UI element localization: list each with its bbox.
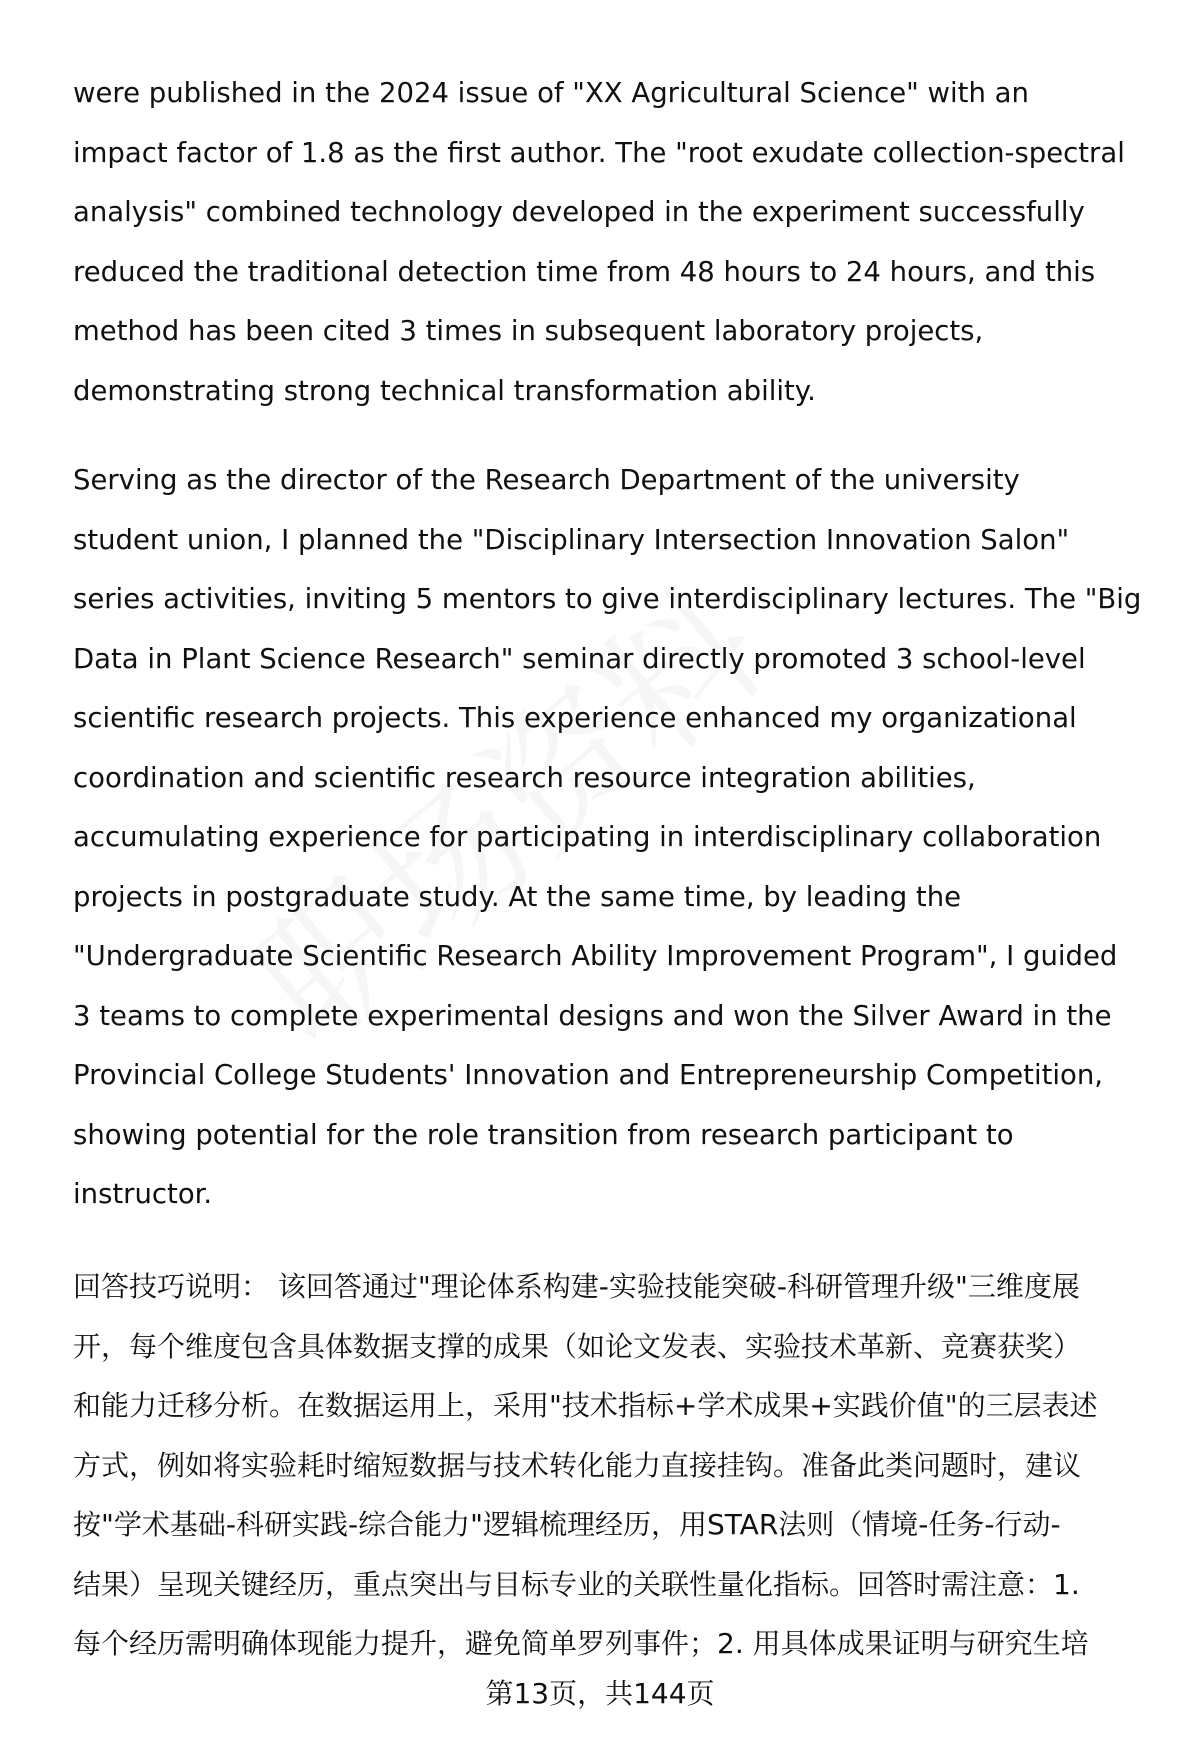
text-line: scientific research projects. This experience enhanced my organizational <box>73 702 1077 734</box>
text-line: reduced the traditional detection time from 48 hours to 24 hours, and this <box>73 255 1096 288</box>
text-line: 按"学术基础-科研实践-综合能力"逻辑梳理经历，用STAR法则（情境-任务-行动- <box>73 1508 1061 1541</box>
paragraph-publication <box>73 64 1163 421</box>
text-line: student union, I planned the "Disciplinary Intersection Innovation Salon" <box>73 523 1070 556</box>
text-line: series activities, inviting 5 mentors to give interdisciplinary lectures. The "Big <box>73 583 1142 615</box>
text-line: 结果）呈现关键经历，重点突出与目标专业的关联性量化指标。回答时需注意：1. <box>73 1567 1080 1601</box>
text-line: 开，每个维度包含具体数据支撑的成果（如论文发表、实验技术革新、竞赛获奖） <box>73 1329 1082 1363</box>
text-line: accumulating experience for participating in interdisciplinary collaboration <box>73 821 1102 853</box>
text-line: Serving as the director of the Research Department of the university <box>73 464 1020 496</box>
text-line: "Undergraduate Scientific Research Ability Improvement Program", I guided <box>73 940 1118 972</box>
text-line: 3 teams to complete experimental designs and won the Silver Award in the <box>73 999 1112 1032</box>
text-line: demonstrating strong technical transformation ability. <box>73 374 816 407</box>
text-line: instructor. <box>73 1178 213 1210</box>
text-line: impact factor of 1.8 as the first author. The "root exudate collection-spectral <box>73 136 1125 169</box>
text-line: 每个经历需明确体现能力提升，避免简单罗列事件；2. 用具体成果证明与研究生培 <box>73 1627 1089 1660</box>
text-line: Data in Plant Science Research" seminar directly promoted 3 school-level <box>73 642 1086 675</box>
text-line: coordination and scientific research resource integration abilities, <box>73 761 976 794</box>
text-line: projects in postgraduate study. At the same time, by leading the <box>73 880 962 913</box>
paragraph-student-union <box>73 451 1163 1225</box>
text-line: were published in the 2024 issue of "XX Agricultural Science" with an <box>73 77 1029 109</box>
text-line: 和能力迁移分析。在数据运用上，采用"技术指标+学术成果+实践价值"的三层表述 <box>73 1389 1098 1422</box>
text-line: 方式，例如将实验耗时缩短数据与技术转化能力直接挂钩。准备此类问题时，建议 <box>73 1448 1082 1482</box>
page-number-footer: 第13页，共144页 <box>485 1677 715 1710</box>
text-line: Provincial College Students' Innovation and Entrepreneurship Competition, <box>73 1059 1104 1091</box>
text-line: 回答技巧说明： 该回答通过"理论体系构建-实验技能突破-科研管理升级"三维度展 <box>73 1270 1080 1303</box>
text-line: method has been cited 3 times in subsequent laboratory projects, <box>73 315 984 347</box>
text-line: analysis" combined technology developed in the experiment successfully <box>73 196 1085 228</box>
text-line: showing potential for the role transition from research participant to <box>73 1118 1014 1151</box>
paragraph-answer-tips <box>73 1257 1163 1674</box>
